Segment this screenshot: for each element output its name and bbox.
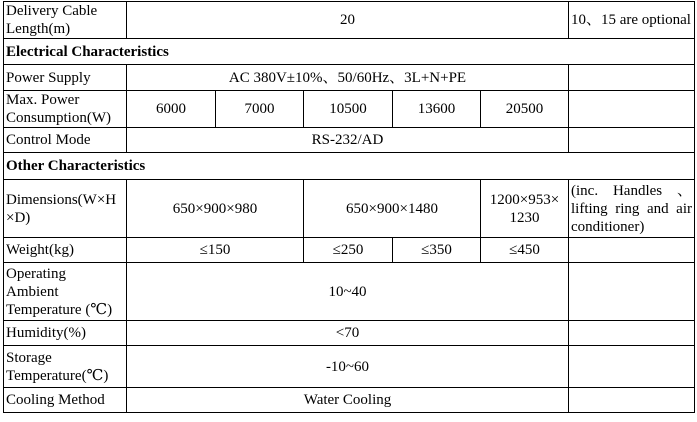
row-cable-length: [4, 2, 695, 39]
row-power-supply: [4, 65, 695, 91]
row-dimensions: [4, 180, 695, 238]
section-title-electrical: Electrical Characteristics: [4, 39, 695, 65]
operating-temperature-note: [569, 263, 695, 321]
humidity-value: <70: [127, 321, 569, 346]
weight-note: [569, 238, 695, 263]
max-power-value: 13600: [393, 91, 481, 128]
cooling-method-label: Cooling Method: [4, 388, 127, 413]
row-weight: [4, 238, 695, 263]
max-power-note: [569, 91, 695, 128]
storage-temperature-note: [569, 346, 695, 388]
control-mode-note: [569, 128, 695, 153]
weight-value: ≤250: [304, 238, 393, 263]
operating-temperature-label: Operating Ambient Temperature (℃): [4, 263, 127, 321]
max-power-value: 20500: [481, 91, 569, 128]
power-supply-label: Power Supply: [4, 65, 127, 91]
operating-temperature-value: 10~40: [127, 263, 569, 321]
weight-label: Weight(kg): [4, 238, 127, 263]
row-storage-temperature: [4, 346, 695, 388]
dimensions-label: Dimensions(W×H ×D): [4, 180, 127, 238]
section-electrical-row: [4, 39, 695, 65]
humidity-note: [569, 321, 695, 346]
row-humidity: [4, 321, 695, 346]
storage-temperature-value: -10~60: [127, 346, 569, 388]
dimensions-value-small: 650×900×980: [127, 180, 304, 238]
cable-length-label: Delivery Cable Length(m): [4, 2, 127, 39]
spec-table: [3, 1, 695, 413]
humidity-label: Humidity(%): [4, 321, 127, 346]
storage-temperature-label: Storage Temperature(℃): [4, 346, 127, 388]
weight-value: ≤350: [393, 238, 481, 263]
max-power-value: 10500: [304, 91, 393, 128]
dimensions-note: (inc. Handles 、 lifting ring and air conditioner): [569, 180, 695, 238]
max-power-value: 6000: [127, 91, 216, 128]
dimensions-value-large: 1200×953× 1230: [481, 180, 569, 238]
control-mode-label: Control Mode: [4, 128, 127, 153]
section-title-other: Other Characteristics: [4, 153, 695, 180]
cooling-method-note: [569, 388, 695, 413]
cooling-method-value: Water Cooling: [127, 388, 569, 413]
cable-length-value: 20: [127, 2, 569, 39]
control-mode-value: RS-232/AD: [127, 128, 569, 153]
max-power-label: Max. Power Consumption(W): [4, 91, 127, 128]
cable-length-note: 10、15 are optional: [569, 2, 695, 39]
section-other-row: [4, 153, 695, 180]
row-max-power: [4, 91, 695, 128]
power-supply-note: [569, 65, 695, 91]
weight-value: ≤450: [481, 238, 569, 263]
row-cooling-method: [4, 388, 695, 413]
weight-value: ≤150: [127, 238, 304, 263]
row-operating-temperature: [4, 263, 695, 321]
power-supply-value: AC 380V±10%、50/60Hz、3L+N+PE: [127, 65, 569, 91]
max-power-value: 7000: [216, 91, 304, 128]
row-control-mode: [4, 128, 695, 153]
dimensions-value-medium: 650×900×1480: [304, 180, 481, 238]
